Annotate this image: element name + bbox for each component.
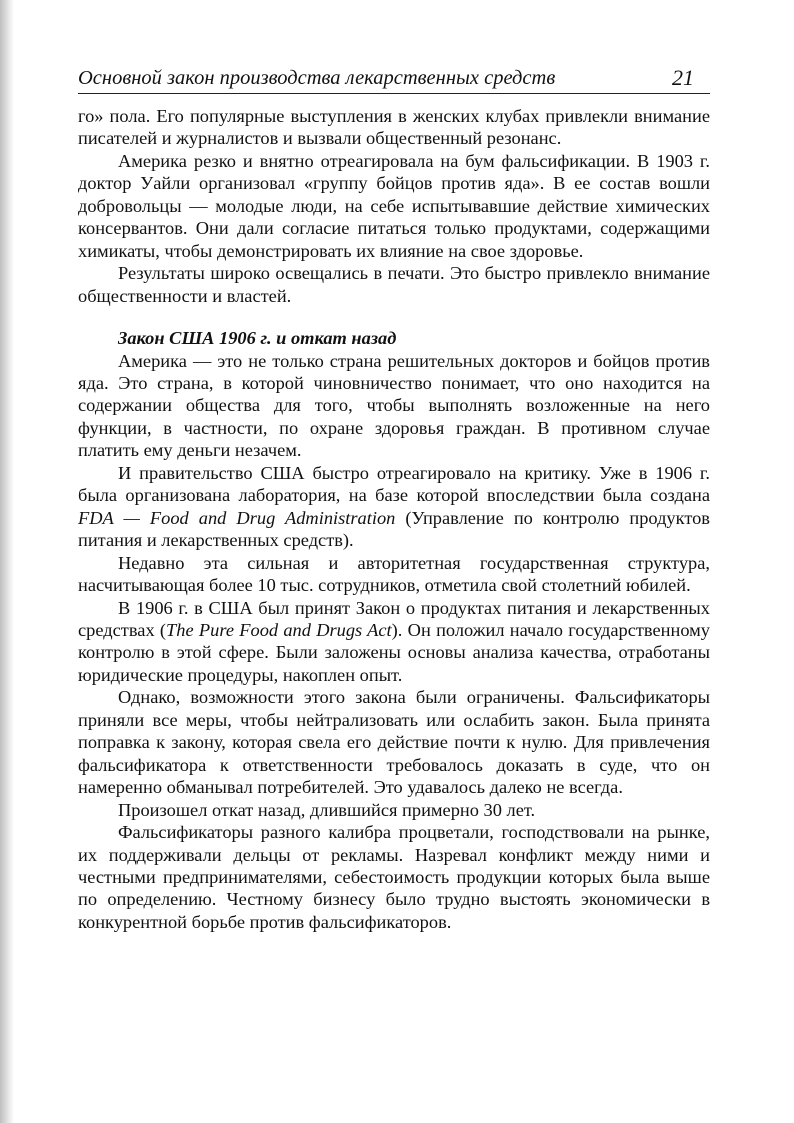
page-number: 21	[672, 65, 694, 90]
text-run: (Управление по контролю продуктов питания и лекарственных средств).	[78, 507, 710, 551]
paragraph: Однако, возможности этого закона были ограничены. Фальсификаторы приняли все меры, чтобы нейтрализовать или ослабить закон. Была принята поправка к закону, которая свела его действие почти к нулю. Для привлечения фальсификатора к ответственности требовалось доказать в суде, что он намеренно обманывал потребителей. Это удавалось далеко не всегда.	[78, 687, 710, 798]
paragraph: Недавно эта сильная и авторитетная государственная структура, насчитывающая более 10 тыс. сотрудников, отметила свой столетний юбилей.	[78, 552, 710, 596]
section-heading: Закон США 1906 г. и откат назад	[118, 328, 397, 349]
paragraph: Америка — это не только страна решительных докторов и бойцов против яда. Это страна, в которой чиновничество понимает, что оно находится на содержании общества для того, чтобы выполнять возложенные на него функции, в частности, по охране здоровья граждан. В противном случае платить ему деньги незачем.	[78, 350, 710, 461]
italic-term-act: The Pure Food and Drugs Act	[166, 619, 392, 640]
paragraph: Произошел откат назад, длившийся примерно 30 лет.	[118, 799, 536, 820]
paragraph: Америка резко и внятно отреагировала на бум фальсификации. В 1903 г. доктор Уайли организовал «группу бойцов против яда». В ее состав вошли добровольцы — молодые люди, на себе испытывавшие действие химических консервантов. Они дали согласие питаться только продуктами, содержащими химикаты, чтобы демонстрировать их влияние на свое здоровье.	[78, 150, 710, 261]
book-page	[78, 66, 710, 933]
paragraph-fda	[78, 462, 710, 552]
text-run: И правительство США быстро отреагировало на критику. Уже в 1906 г. была организована лаборатория, на базе которой впоследствии была создана	[78, 462, 710, 506]
page-body	[78, 105, 710, 933]
running-title: Основной закон производства лекарственных средств	[78, 67, 556, 89]
text-run: ). Он положил начало государственному контролю в этой сфере. Были заложены основы анализа качества, отработаны юридические процедуры, накоплен опыт.	[78, 619, 710, 685]
running-header	[78, 66, 710, 94]
scan-edge-shadow	[0, 0, 14, 1123]
text-run: В 1906 г. в США был принят Закон о продуктах питания и лекарственных средствах (	[78, 597, 710, 640]
italic-term-fda: FDA — Food and Drug Administration	[78, 507, 396, 528]
paragraph-act	[78, 597, 710, 687]
paragraph: Результаты широко освещались в печати. Это быстро привлекло внимание общественности и властей.	[78, 263, 710, 306]
paragraph: Фальсификаторы разного калибра процветали, господствовали на рынке, их поддерживали дельцы от рекламы. Назревал конфликт между ними и честными предпринимателями, себестоимость продукции которых была выше по определению. Честному бизнесу было трудно выстоять экономически в конкурентной борьбе против фальсификаторов.	[78, 822, 710, 932]
paragraph-continued: го» пола. Его популярные выступления в женских клубах привлекли внимание писателей и журналистов и вызвали общественный резонанс.	[78, 106, 710, 149]
